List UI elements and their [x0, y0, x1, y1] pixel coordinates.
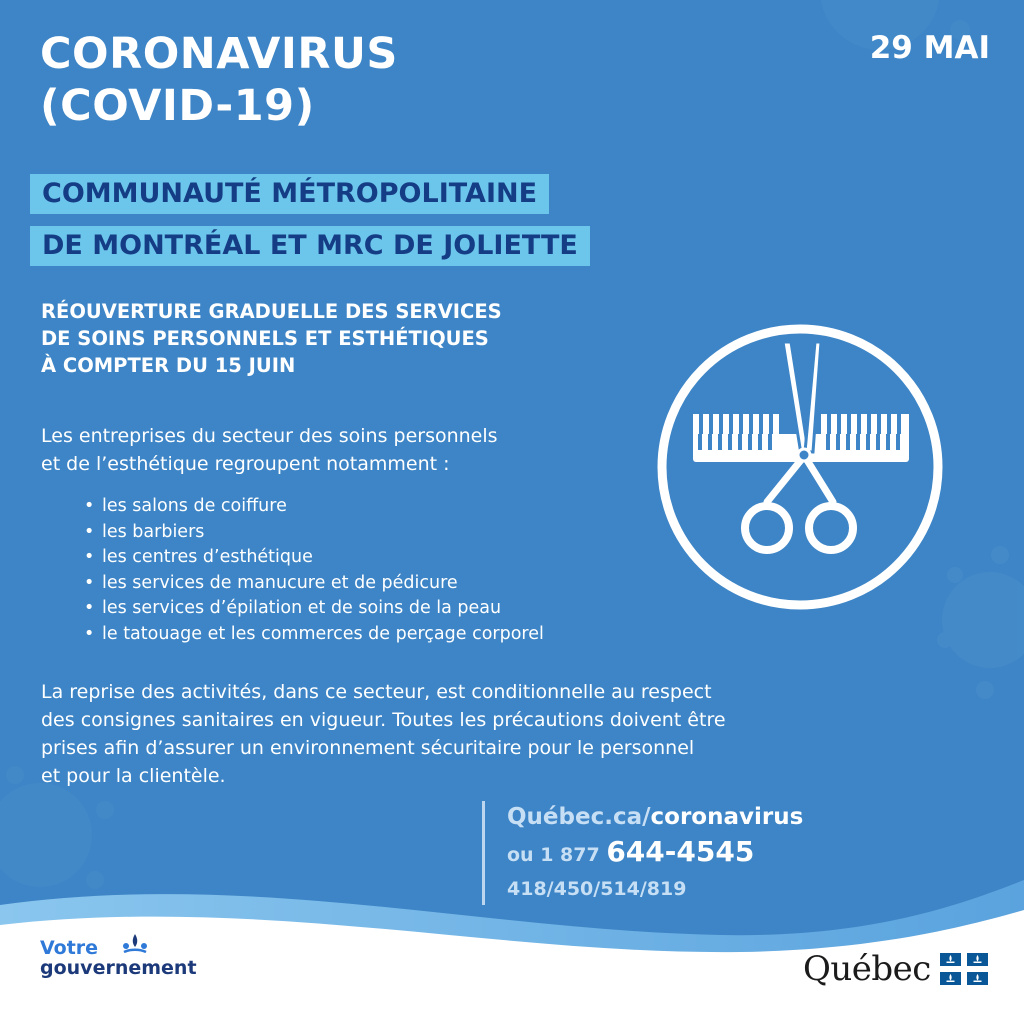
- phone-number: 644-4545: [606, 835, 755, 868]
- phone-prefix: ou 1 877: [507, 844, 607, 866]
- page-title: [40, 28, 398, 132]
- services-list: [84, 494, 544, 648]
- phone-line[interactable]: [507, 833, 803, 874]
- contact-block: [482, 801, 803, 905]
- quebec-flag-icon: [940, 953, 988, 985]
- intro-paragraph: [41, 422, 498, 478]
- gov-line-2: gouvernement: [40, 957, 197, 979]
- conditions-line-3: prises afin d’assurer un environnement sécuritaire pour le personnel: [41, 737, 695, 759]
- list-item: • les centres d’esthétique: [84, 545, 544, 571]
- quebec-logo: [803, 949, 988, 989]
- comb-scissors-icon: [655, 322, 945, 616]
- list-item: • les services d’épilation et de soins de la peau: [84, 596, 544, 622]
- list-item: • le tatouage et les commerces de perçage corporel: [84, 622, 544, 648]
- headline-line-2: DE SOINS PERSONNELS ET ESTHÉTIQUES: [41, 327, 489, 350]
- region-banner: [30, 174, 590, 278]
- list-item: • les services de manucure et de pédicure: [84, 571, 544, 597]
- headline-line-1: RÉOUVERTURE GRADUELLE DES SERVICES: [41, 300, 502, 323]
- list-item: • les salons de coiffure: [84, 494, 544, 520]
- votre-gouvernement-logo: [40, 938, 197, 978]
- quebec-wordmark: Québec: [803, 949, 931, 989]
- area-codes: 418/450/514/819: [507, 878, 687, 900]
- title-line-2: (COVID-19): [40, 81, 315, 131]
- conditions-paragraph: [41, 678, 726, 790]
- title-line-1: CORONAVIRUS: [40, 29, 398, 79]
- date-label: 29 MAI: [869, 30, 990, 66]
- region-line-2: DE MONTRÉAL ET MRC DE JOLIETTE: [30, 226, 590, 266]
- website-link[interactable]: [507, 801, 803, 833]
- intro-line-2: et de l’esthétique regroupent notamment :: [41, 453, 450, 475]
- website-suffix: coronavirus: [650, 804, 804, 830]
- website-prefix: Québec.ca/: [507, 804, 651, 830]
- intro-line-1: Les entreprises du secteur des soins personnels: [41, 425, 498, 447]
- conditions-line-1: La reprise des activités, dans ce secteur, est conditionnelle au respect: [41, 681, 712, 703]
- virus-decoration-right: [937, 546, 1024, 699]
- conditions-line-2: des consignes sanitaires en vigueur. Toutes les précautions doivent être: [41, 709, 726, 731]
- list-item: • les barbiers: [84, 520, 544, 546]
- fleur-de-lis-mark-icon: [122, 934, 148, 958]
- headline-line-3: À COMPTER DU 15 JUIN: [41, 354, 296, 377]
- conditions-line-4: et pour la clientèle.: [41, 765, 226, 787]
- gov-line-1: Votre: [40, 937, 99, 959]
- region-line-1: COMMUNAUTÉ MÉTROPOLITAINE: [30, 174, 549, 214]
- headline: [41, 298, 502, 379]
